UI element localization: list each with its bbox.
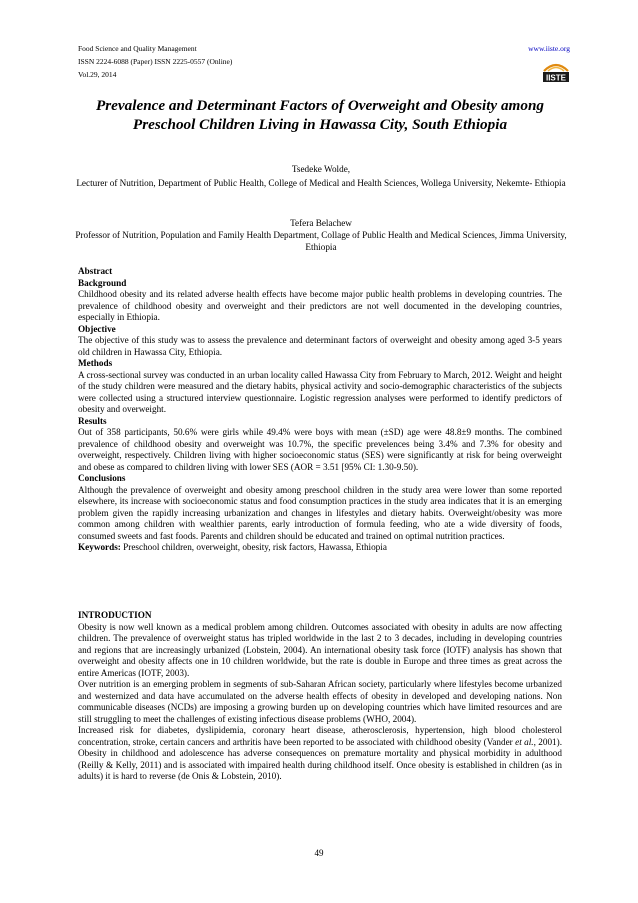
journal-url-link[interactable]: www.iiste.org [528, 44, 570, 53]
abstract-heading: Abstract [78, 266, 113, 276]
page-number: 49 [314, 848, 324, 858]
keywords-text: Preschool children, overweight, obesity, risk factors, Hawassa, Ethiopia [120, 542, 387, 552]
intro-paragraph: Over nutrition is an emerging problem in segments of sub-Saharan African society, particularly where lifestyles become urbanized and westernized and data have accumulated on the adverse health effects of obesity in developed and developing nations. Non communicable diseases (NCDs) are imposing a growing burden up on developing countries which have limited resources and are still struggling to meet the challenges of existing infectious disease problems (WHO, 2004). [78, 679, 562, 724]
svg-text:IISTE: IISTE [545, 73, 567, 83]
journal-name: Food Science and Quality Management [78, 44, 197, 53]
abstract-section [78, 266, 562, 554]
author-name: Tsedeke Wolde, [291, 164, 351, 174]
introduction-heading: INTRODUCTION [78, 610, 152, 620]
methods-text: A cross-sectional survey was conducted in an urban locality called Hawassa City from February to March, 2012. Weight and height of the study children were measured and the dietary habits, physical activity and socio-demographic characteristics of the subjects were collected using a structured interview questionnaire. Logistic regression analyses were performed to identify predictors of obesity and overweight. [78, 369, 562, 414]
intro-paragraph: Increased risk for diabetes, dyslipidemia, coronary heart disease, atherosclerosis, hypertension, high blood cholesterol concentration, stroke, certain cancers and arthritis have been reported to be associated with childhood obesity (Vander et al., 2001). Obesity in childhood and adolescence has adverse consequences on premature mortality and physical morbidity in adulthood (Reilly & Kelly, 2011) and is associated with impaired health during childhood itself. Once obesity is established in children (as in adults) it is hard to reverse (de Onis & Lobstein, 2010). [78, 725, 563, 781]
author-affiliation: Lecturer of Nutrition, Department of Public Health, College of Medical and Health Sciences, Wollega University, Nekemte- Ethiopia [76, 178, 566, 188]
volume-line: Vol.29, 2014 [78, 70, 117, 79]
intro-paragraph: Obesity is now well known as a medical problem among children. Outcomes associated with obesity in adults are now affecting children. The prevalence of overweight status has tripled worldwide in the last 2 to 3 decades, including in developing countries and regions that are increasingly urbanized (Lobstein, 2004). An international obesity task force (IOTF) analysis has shown that overweight and obesity affects one in 10 children worldwide, but the rate is double in Europe and three times as great across the entire Americas (IOTF, 2003). [78, 621, 562, 678]
author-name: Tefera Belachew [290, 218, 352, 228]
objective-text: The objective of this study was to assess the prevalence and determinant factors of overweight and obesity among aged 3-5 years old children in Hawassa City, Ethiopia. [78, 335, 562, 357]
keywords-line [78, 542, 562, 554]
methods-heading: Methods [78, 358, 113, 368]
author-affiliation: Professor of Nutrition, Population and Family Health Department, Collage of Public Health and Medical Sciences, Jimma University, Ethiopia [75, 230, 567, 252]
conclusions-heading: Conclusions [78, 473, 126, 483]
background-text: Childhood obesity and its related adverse health effects have become major public health problems in developing countries. The prevalence of childhood obesity and overweight and their predictors are not well documented in the developing countries, especially in Ethiopia. [78, 289, 562, 322]
iiste-logo-icon [542, 57, 570, 83]
paper-title: Prevalence and Determinant Factors of Overweight and Obesity among Preschool Children Living in Hawassa City, South Ethiopia [95, 97, 544, 133]
results-text: Out of 358 participants, 50.6% were girls while 49.4% were boys with mean (±SD) age were 48.8±9 months. The combined prevalence of childhood obesity and overweight was 10.7%, the specific prevelences being 3.4% and 7.3% for obesity and overweight, respectively. Children living with higher socioeconomic status (SES) were significantly at risk for being overweight and obese as compared to children living with lower SES (AOR = 3.51 [95% CI: 1.30-9.50). [78, 427, 562, 472]
conclusions-text: Although the prevalence of overweight and obesity among preschool children in the study area were lower than some reported elsewhere, its increase with socioeconomic status and food consumption practices in the study area indicates that it is an emerging problem given the rapidly increasing urbanization and changes in lifestyles and dietary habits. Overweight/obesity was more common among children with wealthier parents, early introduction of formula feeding, who ate a wide diversity of foods, consumed sweets and fast foods. Parents and children should be educated and trained on optimal nutrition practices. [78, 484, 562, 541]
introduction-section [78, 610, 562, 783]
issn-line: ISSN 2224-6088 (Paper) ISSN 2225-0557 (Online) [78, 57, 233, 66]
keywords-label: Keywords: [78, 542, 121, 552]
background-heading: Background [78, 277, 127, 288]
results-heading: Results [78, 415, 107, 426]
objective-heading: Objective [78, 323, 116, 334]
